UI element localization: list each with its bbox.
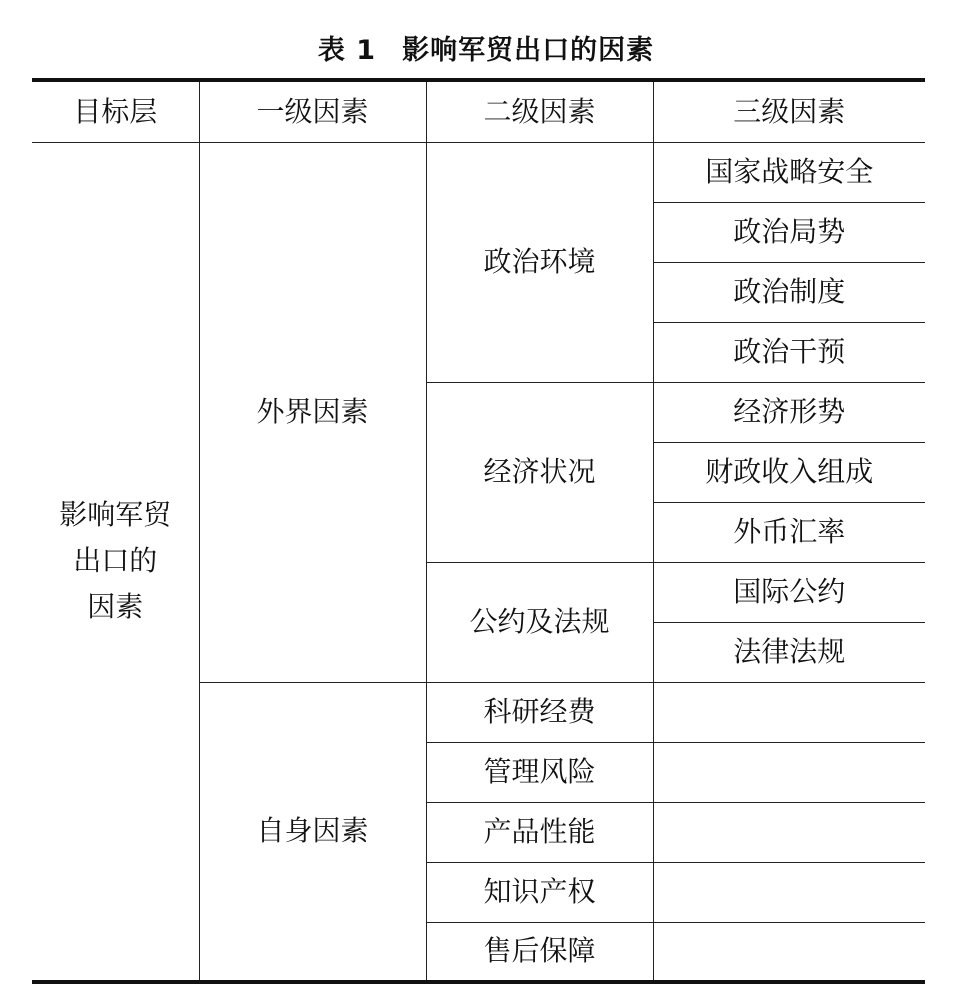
- level3-empty-cell: [653, 862, 925, 922]
- table-title: 影响军贸出口的因素: [402, 35, 655, 66]
- target-cell: [32, 142, 199, 982]
- factors-table: [32, 78, 925, 984]
- level3-cell: 外币汇率: [653, 502, 925, 562]
- level3-empty-cell: [653, 922, 925, 982]
- level3-empty-cell: [653, 802, 925, 862]
- level2-rd-funding: 科研经费: [426, 682, 653, 742]
- level2-management-risk: 管理风险: [426, 742, 653, 802]
- level2-economic: 经济状况: [426, 382, 653, 562]
- target-line: 出口的: [73, 544, 158, 578]
- level2-legal: 公约及法规: [426, 562, 653, 682]
- level2-ip: 知识产权: [426, 862, 653, 922]
- level3-cell: 政治制度: [653, 262, 925, 322]
- level2-political: 政治环境: [426, 142, 653, 382]
- header-level2: 二级因素: [426, 80, 653, 142]
- level3-cell: 财政收入组成: [653, 442, 925, 502]
- table-row: [32, 142, 925, 202]
- level1-internal: 自身因素: [199, 682, 426, 982]
- level3-cell: 经济形势: [653, 382, 925, 442]
- target-line: 因素: [87, 590, 144, 624]
- level2-after-sales: 售后保障: [426, 922, 653, 982]
- table-caption: [0, 28, 972, 67]
- target-line: 影响军贸: [59, 498, 172, 532]
- header-level3: 三级因素: [653, 80, 925, 142]
- level3-empty-cell: [653, 682, 925, 742]
- level3-cell: 法律法规: [653, 622, 925, 682]
- level3-empty-cell: [653, 742, 925, 802]
- level3-cell: 国际公约: [653, 562, 925, 622]
- header-row: [32, 80, 925, 142]
- table-number: 表 1: [317, 35, 377, 66]
- header-target-layer: 目标层: [32, 80, 199, 142]
- level2-product-performance: 产品性能: [426, 802, 653, 862]
- level3-cell: 政治干预: [653, 322, 925, 382]
- level1-external: 外界因素: [199, 142, 426, 682]
- header-level1: 一级因素: [199, 80, 426, 142]
- level3-cell: 国家战略安全: [653, 142, 925, 202]
- level3-cell: 政治局势: [653, 202, 925, 262]
